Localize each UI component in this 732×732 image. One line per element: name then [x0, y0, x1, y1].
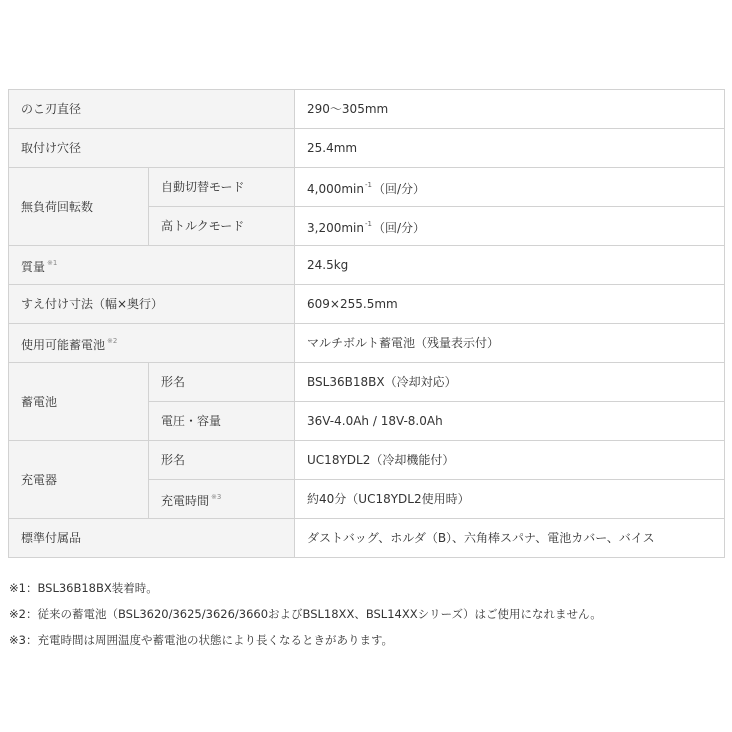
spec-sublabel-torque-mode: 高トルクモード — [149, 207, 295, 246]
spec-value-blade-diameter: 290〜305mm — [295, 90, 725, 129]
spec-value-weight: 24.5kg — [295, 246, 725, 285]
label-text: 質量 — [21, 260, 46, 274]
table-row — [9, 246, 725, 285]
spec-value-base-size: 609×255.5mm — [295, 285, 725, 324]
table-row — [9, 363, 725, 402]
spec-value-battery-voltage: 36V-4.0Ah / 18V-8.0Ah — [295, 402, 725, 441]
spec-value-charge-time: 約40分（UC18YDL2使用時） — [295, 480, 725, 519]
spec-sublabel-auto-mode: 自動切替モード — [149, 168, 295, 207]
spec-value-battery-model: BSL36B18BX（冷却対応） — [295, 363, 725, 402]
spec-value-mount-hole: 25.4mm — [295, 129, 725, 168]
spec-sublabel-charger-model: 形名 — [149, 441, 295, 480]
spec-sublabel-battery-model: 形名 — [149, 363, 295, 402]
spec-label-no-load-speed: 無負荷回転数 — [9, 168, 149, 246]
footnote-marker: ※2 — [107, 337, 118, 345]
spec-label-accessories: 標準付属品 — [9, 519, 295, 558]
spec-label-weight — [9, 246, 295, 285]
table-row — [9, 129, 725, 168]
spec-value-accessories: ダストバッグ、ホルダ（B）、六角棒スパナ、電池カバー、バイス — [295, 519, 725, 558]
label-text: 充電時間 — [161, 494, 210, 508]
footnote-3: ※3：充電時間は周囲温度や蓄電池の状態により長くなるときがあります。 — [9, 633, 394, 647]
table-row — [9, 90, 725, 129]
unit-superscript: -1 — [365, 181, 372, 189]
footnote-marker: ※3 — [211, 493, 222, 501]
spec-label-usable-battery — [9, 324, 295, 363]
table-row — [9, 168, 725, 207]
speed-value: 4,000min — [307, 182, 364, 196]
spec-value-usable-battery: マルチボルト蓄電池（残量表示付） — [295, 324, 725, 363]
table-row — [9, 441, 725, 480]
spec-sublabel-battery-voltage: 電圧・容量 — [149, 402, 295, 441]
footnote-1: ※1：BSL36B18BX装着時。 — [9, 581, 158, 595]
speed-suffix: （回/分） — [372, 182, 426, 196]
table-row — [9, 324, 725, 363]
spec-label-base-size: すえ付け寸法（幅×奥行） — [9, 285, 295, 324]
unit-superscript: -1 — [365, 220, 372, 228]
table-row — [9, 519, 725, 558]
speed-suffix: （回/分） — [372, 221, 426, 235]
spec-sublabel-charge-time — [149, 480, 295, 519]
spec-label-charger: 充電器 — [9, 441, 149, 519]
spec-table — [8, 89, 725, 558]
spec-label-blade-diameter: のこ刃直径 — [9, 90, 295, 129]
spec-label-battery: 蓄電池 — [9, 363, 149, 441]
spec-value-torque-mode — [295, 207, 725, 246]
label-text: 使用可能蓄電池 — [21, 338, 106, 352]
footnote-marker: ※1 — [47, 259, 58, 267]
speed-value: 3,200min — [307, 221, 364, 235]
footnotes — [9, 580, 602, 658]
spec-value-charger-model: UC18YDL2（冷却機能付） — [295, 441, 725, 480]
footnote-2: ※2：従来の蓄電池（BSL3620/3625/3626/3660およびBSL18XX、BSL14XXシリーズ）はご使用になれません。 — [9, 607, 602, 621]
spec-label-mount-hole: 取付け穴径 — [9, 129, 295, 168]
table-row — [9, 285, 725, 324]
spec-value-auto-mode — [295, 168, 725, 207]
